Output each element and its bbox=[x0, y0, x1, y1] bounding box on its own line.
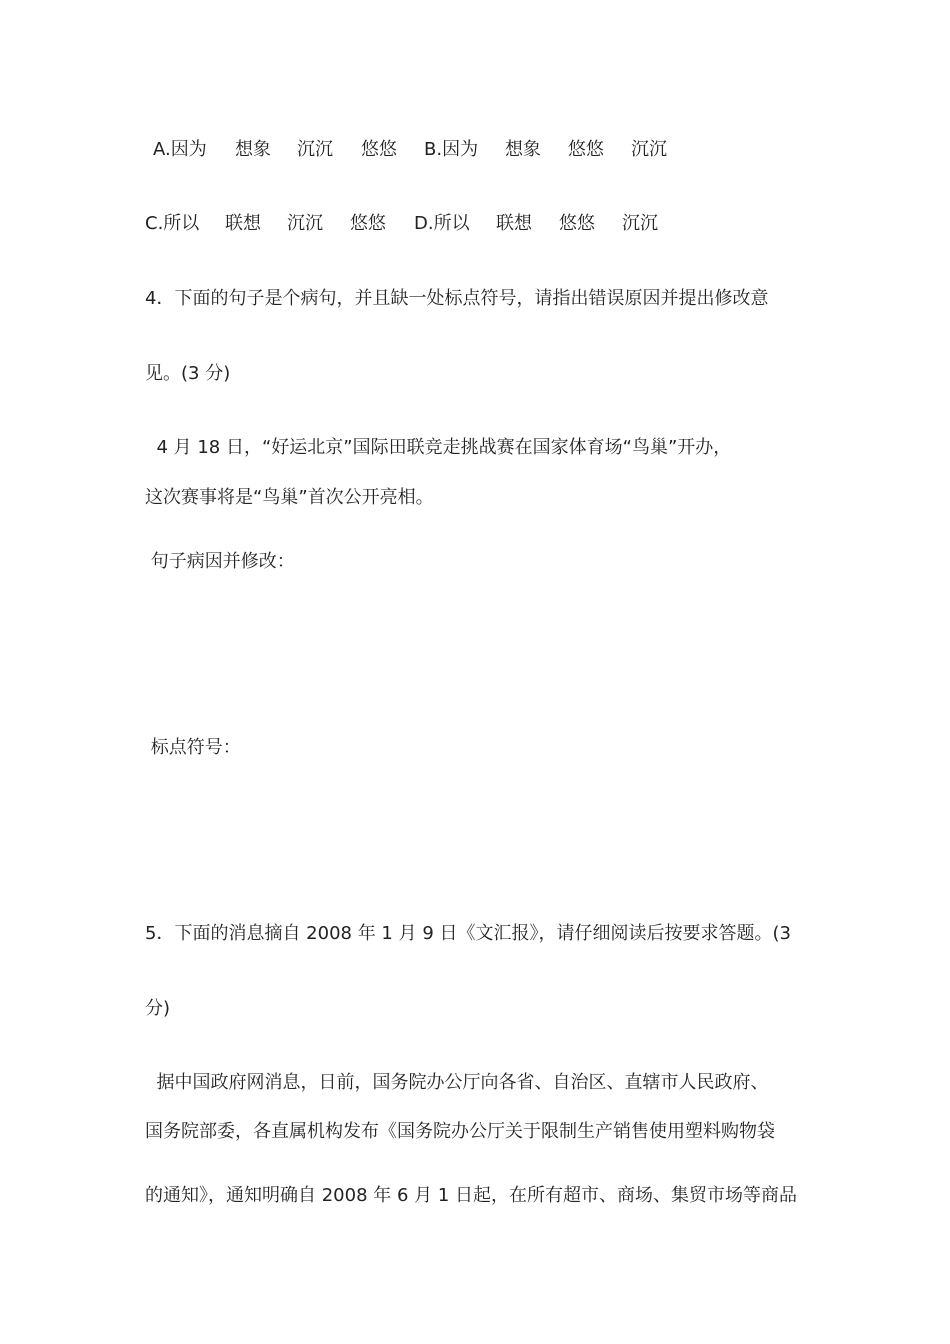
option-d-word-2: 悠悠 bbox=[559, 213, 595, 234]
question-5-prompt-line-2: 分) bbox=[145, 998, 171, 1019]
option-b-word-2: 悠悠 bbox=[568, 139, 604, 160]
option-c-word-3: 悠悠 bbox=[350, 213, 386, 234]
question-5-prompt-line-1: 5．下面的消息摘自 2008 年 1 月 9 日《文汇报》，请仔细阅读后按要求答题。(3 bbox=[145, 923, 791, 944]
option-a-word-2: 沉沉 bbox=[297, 139, 333, 160]
option-a-label: A.因为 bbox=[153, 139, 207, 160]
option-c-label: C.所以 bbox=[145, 213, 200, 234]
question-4-prompt-line-2: 见。(3 分) bbox=[145, 363, 231, 384]
option-d-word-3: 沉沉 bbox=[622, 213, 658, 234]
option-a-word-1: 想象 bbox=[235, 139, 271, 160]
option-b-word-3: 沉沉 bbox=[631, 139, 667, 160]
option-b-label: B.因为 bbox=[424, 139, 479, 160]
question-5-paragraph-line-1: 据中国政府网消息，日前，国务院办公厅向各省、自治区、直辖市人民政府、 bbox=[145, 1072, 769, 1093]
question-4-answer-label-cause: 句子病因并修改： bbox=[145, 551, 295, 572]
option-d-word-1: 联想 bbox=[496, 213, 532, 234]
question-4-answer-label-punctuation: 标点符号： bbox=[145, 737, 241, 758]
option-a-word-3: 悠悠 bbox=[361, 139, 397, 160]
option-c-word-1: 联想 bbox=[225, 213, 261, 234]
question-4-sentence-line-1: 4 月 18 日，“好运北京”国际田联竞走挑战赛在国家体育场“鸟巢”开办， bbox=[145, 437, 732, 458]
question-5-paragraph-line-2: 国务院部委，各直属机构发布《国务院办公厅关于限制生产销售使用塑料购物袋 bbox=[145, 1121, 775, 1142]
question-5-paragraph-line-3: 的通知》，通知明确自 2008 年 6 月 1 日起，在所有超市、商场、集贸市场等商品 bbox=[145, 1185, 798, 1206]
question-4-sentence-line-2: 这次赛事将是“鸟巢”首次公开亮相。 bbox=[145, 487, 434, 508]
option-b-word-1: 想象 bbox=[505, 139, 541, 160]
option-c-word-2: 沉沉 bbox=[287, 213, 323, 234]
option-d-label: D.所以 bbox=[414, 213, 470, 234]
question-4-prompt-line-1: 4．下面的句子是个病句，并且缺一处标点符号，请指出错误原因并提出修改意 bbox=[145, 288, 769, 309]
